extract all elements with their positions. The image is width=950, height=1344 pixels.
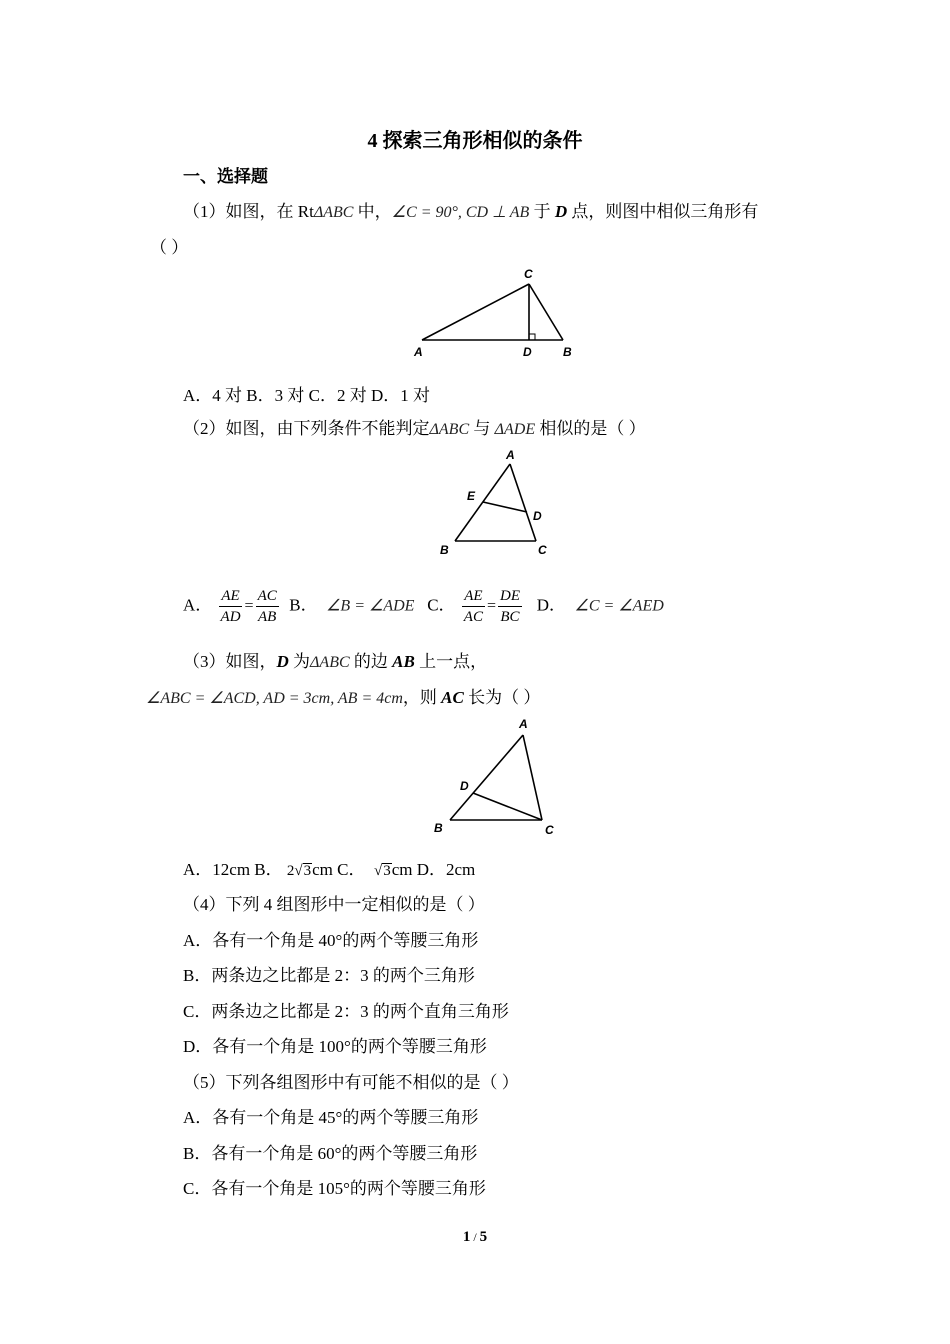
segment-ac xyxy=(422,284,529,340)
question-4-option-c: C．两条边之比都是 2：3 的两个直角三角形 xyxy=(183,1002,509,1021)
question-3-condition: ∠ABC = ∠ACD, AD = 3cm, AB = 4cm，则 AC 长为（ ） xyxy=(146,688,541,707)
question-5-option-a: A．各有一个角是 45°的两个等腰三角形 xyxy=(183,1108,479,1127)
question-5-option-c: C．各有一个角是 105°的两个等腰三角形 xyxy=(183,1179,486,1198)
label-e: E xyxy=(467,489,476,503)
figure-1-right-triangle xyxy=(405,262,585,362)
label-d: D xyxy=(533,509,542,523)
question-1-paren: （ ） xyxy=(150,238,189,257)
label-b: B xyxy=(563,345,572,359)
segment-ac xyxy=(523,735,542,820)
segment-cb xyxy=(529,284,563,340)
label-b: B xyxy=(434,821,443,835)
segment-ab xyxy=(455,464,510,541)
label-c: C xyxy=(545,823,554,837)
segment-ac xyxy=(510,464,536,541)
question-1-stem: （1）如图，在 RtΔABC 中，∠C = 90°, CD ⊥ AB 于 D 点，则图中相似三角形有 xyxy=(183,202,759,221)
fraction: $\frac{AE}{AC}$ xyxy=(463,588,483,625)
label-d: D xyxy=(460,779,469,793)
label-b: B xyxy=(440,543,449,557)
fraction: $\frac{AE}{AD}$ xyxy=(220,588,241,625)
question-4-option-a: A．各有一个角是 40°的两个等腰三角形 xyxy=(183,931,479,950)
question-2-options: A． $\frac{AE}{AD}$ = $\frac{AC}{AB}$ B． ∠B = ∠ADE C． $\frac{AE}{AC}$ = $\frac{DE}{BC}$ D． ∠C = ∠AED xyxy=(183,588,664,625)
question-1-options: A．4 对 B．3 对 C．2 对 D．1 对 xyxy=(183,386,430,405)
question-2-stem: （2）如图，由下列条件不能判定ΔABC 与 ΔADE 相似的是（ ） xyxy=(183,419,646,438)
label-c: C xyxy=(524,267,533,281)
segment-ab xyxy=(450,735,523,820)
right-angle-mark xyxy=(529,334,535,340)
fraction: $\frac{AC}{AB}$ xyxy=(257,588,277,625)
figure-2-triangle xyxy=(430,446,560,561)
label-a: A xyxy=(519,717,528,731)
question-4-option-d: D．各有一个角是 100°的两个等腰三角形 xyxy=(183,1037,487,1056)
page-number: 1 / 5 xyxy=(462,1229,488,1245)
segment-dc xyxy=(473,793,542,820)
question-4-stem: （4）下列 4 组图形中一定相似的是（ ） xyxy=(183,895,485,914)
label-c: C xyxy=(538,543,547,557)
label-a: A xyxy=(506,448,515,462)
question-3-stem: （3）如图，D 为ΔABC 的边 AB 上一点， xyxy=(183,652,488,671)
question-4-option-b: B．两条边之比都是 2：3 的两个三角形 xyxy=(183,966,475,985)
segment-ed xyxy=(483,502,527,512)
question-5-option-b: B．各有一个角是 60°的两个等腰三角形 xyxy=(183,1144,478,1163)
fraction: $\frac{DE}{BC}$ xyxy=(499,588,520,625)
section-heading: 一、选择题 xyxy=(183,167,268,186)
question-5-stem: （5）下列各组图形中有可能不相似的是（ ） xyxy=(183,1073,519,1092)
label-d: D xyxy=(523,345,532,359)
page-title: 4 探索三角形相似的条件 xyxy=(367,130,583,152)
question-3-options: A．12cm B． 2√3cm C． √3cm D．2cm xyxy=(183,860,476,879)
figure-3-triangle xyxy=(425,710,565,842)
label-a: A xyxy=(414,345,423,359)
